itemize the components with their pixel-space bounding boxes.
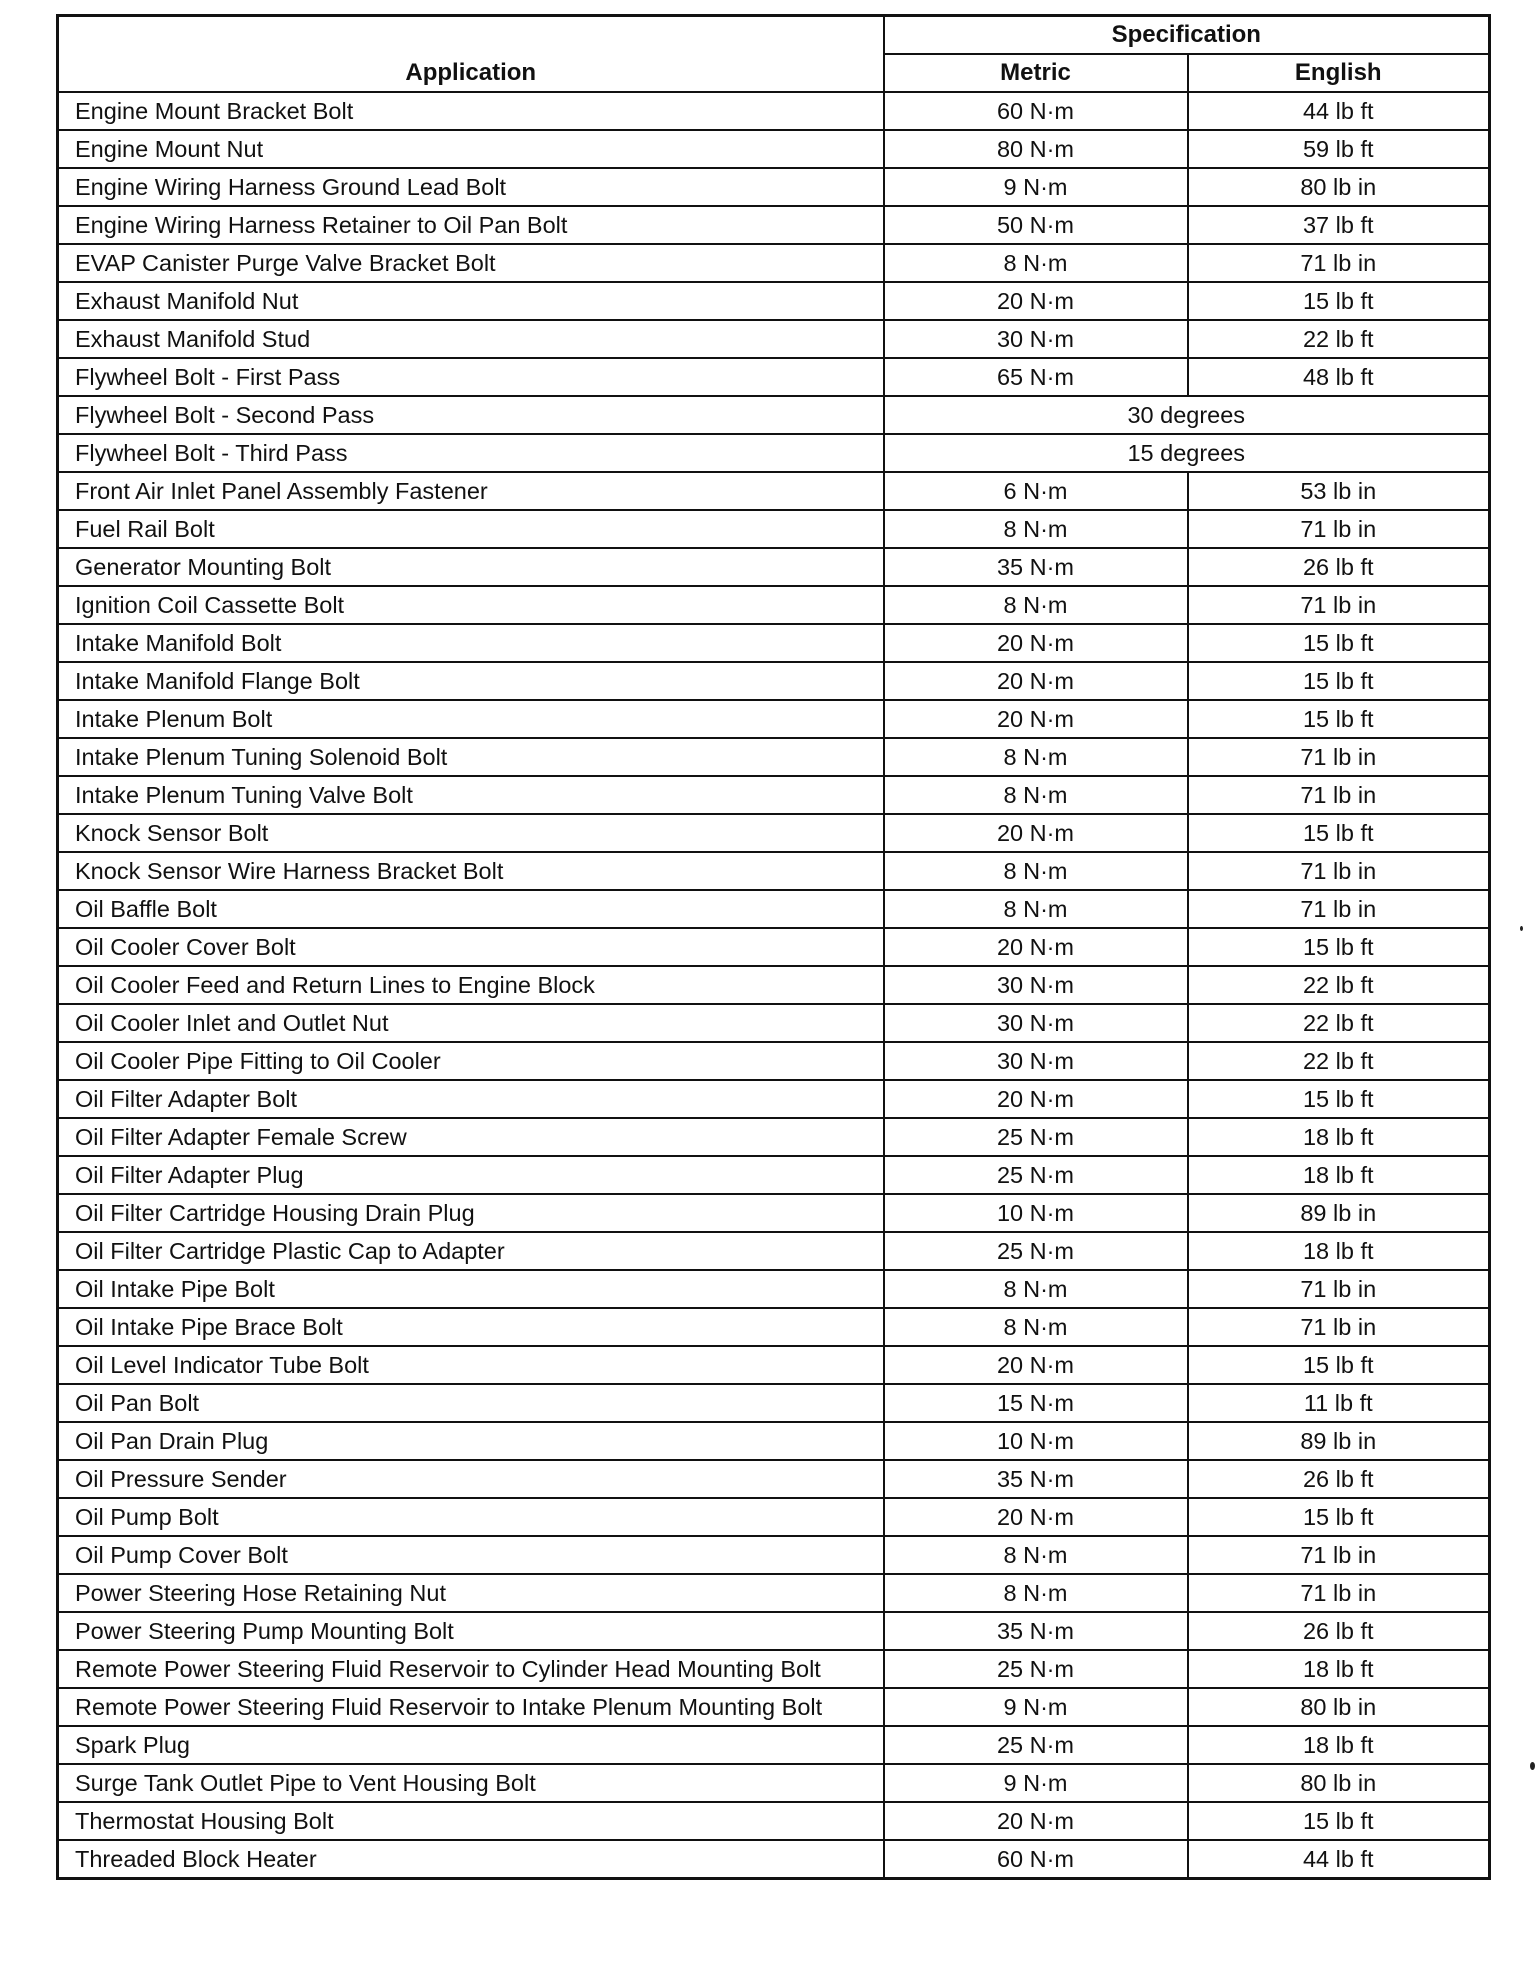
- table-row: [58, 1498, 1490, 1536]
- table-row: [58, 966, 1490, 1004]
- table-row: [58, 738, 1490, 776]
- metric-cell: 65 N·m: [884, 358, 1188, 396]
- table-row: [58, 130, 1490, 168]
- scan-speck-mark: [1520, 926, 1523, 931]
- metric-cell: 8 N·m: [884, 776, 1188, 814]
- metric-cell: 30 N·m: [884, 966, 1188, 1004]
- metric-cell: 8 N·m: [884, 738, 1188, 776]
- table-row: [58, 1726, 1490, 1764]
- english-cell: 22 lb ft: [1188, 320, 1490, 358]
- english-column-header: English: [1188, 54, 1490, 92]
- metric-cell: 30 N·m: [884, 1042, 1188, 1080]
- english-cell: 71 lb in: [1188, 586, 1490, 624]
- metric-cell: 10 N·m: [884, 1194, 1188, 1232]
- metric-cell: 9 N·m: [884, 1688, 1188, 1726]
- application-cell: Thermostat Housing Bolt: [58, 1802, 884, 1840]
- application-cell: Intake Manifold Flange Bolt: [58, 662, 884, 700]
- metric-cell: 25 N·m: [884, 1156, 1188, 1194]
- table-row: [58, 1574, 1490, 1612]
- metric-cell: 20 N·m: [884, 928, 1188, 966]
- table-row: [58, 1156, 1490, 1194]
- english-cell: 71 lb in: [1188, 1574, 1490, 1612]
- metric-cell: 8 N·m: [884, 852, 1188, 890]
- table-row: [58, 206, 1490, 244]
- english-cell: 22 lb ft: [1188, 1042, 1490, 1080]
- english-cell: 18 lb ft: [1188, 1156, 1490, 1194]
- english-cell: 44 lb ft: [1188, 92, 1490, 130]
- metric-cell: 6 N·m: [884, 472, 1188, 510]
- metric-cell: 8 N·m: [884, 1270, 1188, 1308]
- table-row: [58, 852, 1490, 890]
- application-cell: Oil Cooler Pipe Fitting to Oil Cooler: [58, 1042, 884, 1080]
- metric-cell: 35 N·m: [884, 1612, 1188, 1650]
- english-cell: 89 lb in: [1188, 1194, 1490, 1232]
- table-row: [58, 1840, 1490, 1879]
- table-body: [58, 92, 1490, 1879]
- table-row: [58, 168, 1490, 206]
- english-cell: 26 lb ft: [1188, 1460, 1490, 1498]
- table-row: [58, 928, 1490, 966]
- application-cell: Oil Pan Drain Plug: [58, 1422, 884, 1460]
- table-row: [58, 1232, 1490, 1270]
- metric-column-header: Metric: [884, 54, 1188, 92]
- application-cell: Oil Cooler Inlet and Outlet Nut: [58, 1004, 884, 1042]
- table-row: [58, 1764, 1490, 1802]
- table-row: [58, 586, 1490, 624]
- metric-cell: 20 N·m: [884, 700, 1188, 738]
- table-row: [58, 1308, 1490, 1346]
- table-row: [58, 624, 1490, 662]
- application-column-header: Application: [58, 16, 884, 93]
- metric-cell: 8 N·m: [884, 586, 1188, 624]
- specification-column-header: Specification: [884, 16, 1490, 55]
- english-cell: 71 lb in: [1188, 776, 1490, 814]
- application-cell: Intake Plenum Tuning Solenoid Bolt: [58, 738, 884, 776]
- header-row-top: [58, 16, 1490, 55]
- table-row: [58, 1194, 1490, 1232]
- application-cell: Oil Pump Bolt: [58, 1498, 884, 1536]
- application-cell: Oil Baffle Bolt: [58, 890, 884, 928]
- english-cell: 15 lb ft: [1188, 662, 1490, 700]
- table-row: [58, 662, 1490, 700]
- application-cell: Flywheel Bolt - First Pass: [58, 358, 884, 396]
- metric-cell: 60 N·m: [884, 1840, 1188, 1879]
- english-cell: 71 lb in: [1188, 1308, 1490, 1346]
- table-row: [58, 1688, 1490, 1726]
- english-cell: 44 lb ft: [1188, 1840, 1490, 1879]
- application-cell: Knock Sensor Bolt: [58, 814, 884, 852]
- application-cell: Remote Power Steering Fluid Reservoir to Cylinder Head Mounting Bolt: [58, 1650, 884, 1688]
- table-row: [58, 396, 1490, 434]
- table-row: [58, 282, 1490, 320]
- application-cell: Oil Pressure Sender: [58, 1460, 884, 1498]
- english-cell: 15 lb ft: [1188, 700, 1490, 738]
- table-row: [58, 700, 1490, 738]
- metric-cell: 30 N·m: [884, 320, 1188, 358]
- english-cell: 71 lb in: [1188, 852, 1490, 890]
- metric-cell: 25 N·m: [884, 1118, 1188, 1156]
- english-cell: 22 lb ft: [1188, 966, 1490, 1004]
- metric-cell: 15 N·m: [884, 1384, 1188, 1422]
- metric-cell: 20 N·m: [884, 1346, 1188, 1384]
- application-cell: Engine Wiring Harness Retainer to Oil Pan Bolt: [58, 206, 884, 244]
- english-cell: 11 lb ft: [1188, 1384, 1490, 1422]
- application-cell: Fuel Rail Bolt: [58, 510, 884, 548]
- english-cell: 15 lb ft: [1188, 1802, 1490, 1840]
- metric-cell: 8 N·m: [884, 1574, 1188, 1612]
- english-cell: 59 lb ft: [1188, 130, 1490, 168]
- application-cell: Oil Pan Bolt: [58, 1384, 884, 1422]
- metric-cell: 8 N·m: [884, 1536, 1188, 1574]
- metric-cell: 20 N·m: [884, 1802, 1188, 1840]
- table-row: [58, 358, 1490, 396]
- metric-cell: 20 N·m: [884, 1080, 1188, 1118]
- application-cell: Oil Intake Pipe Bolt: [58, 1270, 884, 1308]
- table-row: [58, 1384, 1490, 1422]
- english-cell: 26 lb ft: [1188, 1612, 1490, 1650]
- table-row: [58, 1004, 1490, 1042]
- application-cell: Oil Intake Pipe Brace Bolt: [58, 1308, 884, 1346]
- metric-cell: 35 N·m: [884, 548, 1188, 586]
- metric-cell: 80 N·m: [884, 130, 1188, 168]
- application-cell: Flywheel Bolt - Third Pass: [58, 434, 884, 472]
- table-row: [58, 472, 1490, 510]
- table-row: [58, 1422, 1490, 1460]
- english-cell: 15 lb ft: [1188, 814, 1490, 852]
- application-cell: Engine Mount Nut: [58, 130, 884, 168]
- application-cell: Intake Manifold Bolt: [58, 624, 884, 662]
- table-row: [58, 1536, 1490, 1574]
- metric-cell: 25 N·m: [884, 1232, 1188, 1270]
- english-cell: 48 lb ft: [1188, 358, 1490, 396]
- english-cell: 15 lb ft: [1188, 624, 1490, 662]
- application-cell: Oil Filter Cartridge Plastic Cap to Adapter: [58, 1232, 884, 1270]
- english-cell: 18 lb ft: [1188, 1726, 1490, 1764]
- english-cell: 18 lb ft: [1188, 1118, 1490, 1156]
- metric-cell: 9 N·m: [884, 1764, 1188, 1802]
- english-cell: 71 lb in: [1188, 1536, 1490, 1574]
- english-cell: 71 lb in: [1188, 244, 1490, 282]
- table-row: [58, 1612, 1490, 1650]
- application-cell: Intake Plenum Tuning Valve Bolt: [58, 776, 884, 814]
- english-cell: 22 lb ft: [1188, 1004, 1490, 1042]
- table-row: [58, 92, 1490, 130]
- table-row: [58, 1270, 1490, 1308]
- table-row: [58, 1460, 1490, 1498]
- combined-spec-cell: 30 degrees: [884, 396, 1490, 434]
- english-cell: 15 lb ft: [1188, 1498, 1490, 1536]
- application-cell: Power Steering Hose Retaining Nut: [58, 1574, 884, 1612]
- application-cell: EVAP Canister Purge Valve Bracket Bolt: [58, 244, 884, 282]
- table-row: [58, 1042, 1490, 1080]
- table-row: [58, 1650, 1490, 1688]
- table-row: [58, 814, 1490, 852]
- metric-cell: 8 N·m: [884, 890, 1188, 928]
- table-row: [58, 776, 1490, 814]
- table-row: [58, 1802, 1490, 1840]
- application-cell: Oil Level Indicator Tube Bolt: [58, 1346, 884, 1384]
- english-cell: 15 lb ft: [1188, 1080, 1490, 1118]
- application-cell: Power Steering Pump Mounting Bolt: [58, 1612, 884, 1650]
- english-cell: 71 lb in: [1188, 510, 1490, 548]
- metric-cell: 8 N·m: [884, 1308, 1188, 1346]
- english-cell: 15 lb ft: [1188, 282, 1490, 320]
- metric-cell: 25 N·m: [884, 1726, 1188, 1764]
- metric-cell: 20 N·m: [884, 1498, 1188, 1536]
- english-cell: 71 lb in: [1188, 738, 1490, 776]
- metric-cell: 20 N·m: [884, 662, 1188, 700]
- english-cell: 80 lb in: [1188, 1688, 1490, 1726]
- application-cell: Knock Sensor Wire Harness Bracket Bolt: [58, 852, 884, 890]
- english-cell: 71 lb in: [1188, 890, 1490, 928]
- application-cell: Exhaust Manifold Nut: [58, 282, 884, 320]
- table-row: [58, 320, 1490, 358]
- table-row: [58, 1080, 1490, 1118]
- combined-spec-cell: 15 degrees: [884, 434, 1490, 472]
- metric-cell: 35 N·m: [884, 1460, 1188, 1498]
- application-cell: Flywheel Bolt - Second Pass: [58, 396, 884, 434]
- english-cell: 15 lb ft: [1188, 1346, 1490, 1384]
- table-row: [58, 244, 1490, 282]
- english-cell: 80 lb in: [1188, 1764, 1490, 1802]
- application-cell: Ignition Coil Cassette Bolt: [58, 586, 884, 624]
- application-cell: Oil Filter Adapter Bolt: [58, 1080, 884, 1118]
- application-cell: Oil Cooler Cover Bolt: [58, 928, 884, 966]
- scan-speck-mark: [1530, 1762, 1535, 1770]
- table-row: [58, 434, 1490, 472]
- application-cell: Exhaust Manifold Stud: [58, 320, 884, 358]
- english-cell: 18 lb ft: [1188, 1232, 1490, 1270]
- metric-cell: 25 N·m: [884, 1650, 1188, 1688]
- english-cell: 18 lb ft: [1188, 1650, 1490, 1688]
- application-cell: Oil Filter Adapter Female Screw: [58, 1118, 884, 1156]
- metric-cell: 20 N·m: [884, 624, 1188, 662]
- english-cell: 37 lb ft: [1188, 206, 1490, 244]
- application-cell: Oil Cooler Feed and Return Lines to Engine Block: [58, 966, 884, 1004]
- english-cell: 80 lb in: [1188, 168, 1490, 206]
- application-cell: Oil Filter Cartridge Housing Drain Plug: [58, 1194, 884, 1232]
- metric-cell: 10 N·m: [884, 1422, 1188, 1460]
- english-cell: 89 lb in: [1188, 1422, 1490, 1460]
- application-cell: Engine Mount Bracket Bolt: [58, 92, 884, 130]
- metric-cell: 8 N·m: [884, 510, 1188, 548]
- torque-spec-table: [56, 14, 1491, 1880]
- application-cell: Remote Power Steering Fluid Reservoir to Intake Plenum Mounting Bolt: [58, 1688, 884, 1726]
- metric-cell: 30 N·m: [884, 1004, 1188, 1042]
- application-cell: Spark Plug: [58, 1726, 884, 1764]
- english-cell: 71 lb in: [1188, 1270, 1490, 1308]
- english-cell: 15 lb ft: [1188, 928, 1490, 966]
- table-row: [58, 890, 1490, 928]
- application-cell: Oil Pump Cover Bolt: [58, 1536, 884, 1574]
- application-cell: Engine Wiring Harness Ground Lead Bolt: [58, 168, 884, 206]
- metric-cell: 60 N·m: [884, 92, 1188, 130]
- application-cell: Oil Filter Adapter Plug: [58, 1156, 884, 1194]
- metric-cell: 9 N·m: [884, 168, 1188, 206]
- metric-cell: 8 N·m: [884, 244, 1188, 282]
- application-cell: Front Air Inlet Panel Assembly Fastener: [58, 472, 884, 510]
- metric-cell: 50 N·m: [884, 206, 1188, 244]
- english-cell: 53 lb in: [1188, 472, 1490, 510]
- metric-cell: 20 N·m: [884, 282, 1188, 320]
- application-cell: Threaded Block Heater: [58, 1840, 884, 1879]
- application-cell: Intake Plenum Bolt: [58, 700, 884, 738]
- application-cell: Generator Mounting Bolt: [58, 548, 884, 586]
- table-row: [58, 548, 1490, 586]
- table-row: [58, 510, 1490, 548]
- english-cell: 26 lb ft: [1188, 548, 1490, 586]
- table-row: [58, 1118, 1490, 1156]
- table-header: [58, 16, 1490, 93]
- metric-cell: 20 N·m: [884, 814, 1188, 852]
- table-row: [58, 1346, 1490, 1384]
- application-cell: Surge Tank Outlet Pipe to Vent Housing Bolt: [58, 1764, 884, 1802]
